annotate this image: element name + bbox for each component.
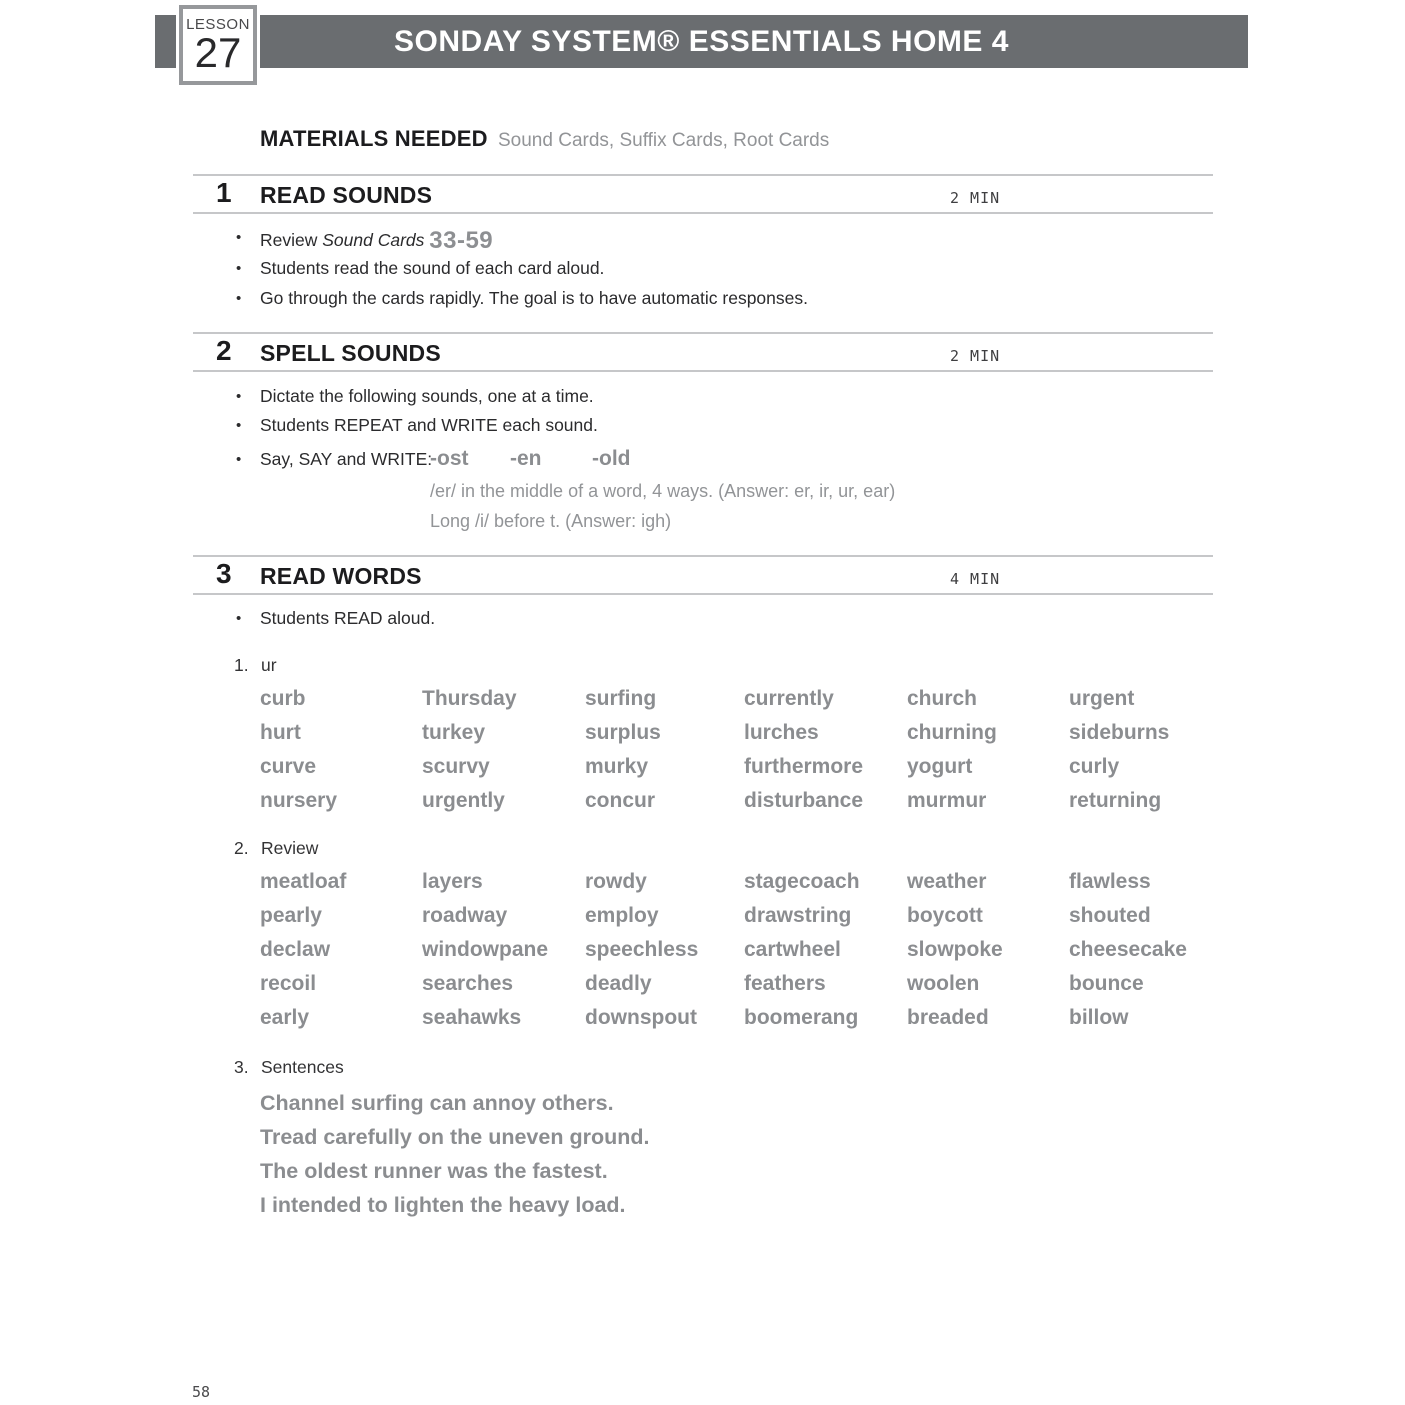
group1-label: ur — [261, 655, 277, 675]
word: scurvy — [422, 755, 490, 778]
page-title: SONDAY SYSTEM® ESSENTIALS HOME 4 — [394, 25, 1009, 58]
section2-title: SPELL SOUNDS — [260, 340, 441, 366]
word: roadway — [422, 904, 508, 927]
dictated-sound-1: -ost — [430, 447, 469, 470]
sentence: Tread carefully on the uneven ground. — [260, 1125, 650, 1149]
section1-number: 1 — [216, 177, 232, 208]
er-prompt-line: /er/ in the middle of a word, 4 ways. (Answer: er, ir, ur, ear) — [430, 481, 896, 501]
dictated-sound-2: -en — [510, 447, 542, 470]
section1-bottom-rule — [193, 212, 1213, 214]
read-sounds-bullet-2: Students read the sound of each card aloud. — [260, 258, 605, 278]
word: seahawks — [422, 1006, 522, 1029]
bullet-icon: • — [236, 388, 242, 405]
word: deadly — [585, 972, 652, 995]
word: flawless — [1069, 870, 1151, 893]
word: currently — [744, 687, 834, 710]
header-banner — [155, 15, 1248, 68]
word: slowpoke — [907, 938, 1003, 961]
lesson-number: 27 — [194, 29, 242, 76]
read-sounds-bullet-3: Go through the cards rapidly. The goal is to have automatic responses. — [260, 288, 808, 308]
card-range: 33-59 — [429, 227, 494, 254]
bullet-icon: • — [236, 610, 242, 627]
group3-label: Sentences — [261, 1057, 344, 1077]
word: furthermore — [744, 755, 864, 778]
word: feathers — [744, 972, 826, 995]
word: curve — [260, 755, 317, 778]
section2-bottom-rule — [193, 370, 1213, 372]
word: disturbance — [744, 789, 864, 812]
read-words-bullet: Students READ aloud. — [260, 608, 436, 628]
word: surfing — [585, 687, 657, 710]
word: meatloaf — [260, 870, 347, 893]
word: breaded — [907, 1006, 989, 1029]
word: hurt — [260, 721, 301, 744]
section1-title: READ SOUNDS — [260, 182, 433, 208]
word: boycott — [907, 904, 983, 927]
word: searches — [422, 972, 514, 995]
word: surplus — [585, 721, 661, 744]
word: nursery — [260, 789, 338, 812]
word: churning — [907, 721, 997, 744]
spell-sounds-bullet-2: Students REPEAT and WRITE each sound. — [260, 415, 598, 435]
dictated-sound-3: -old — [592, 447, 631, 470]
word: recoil — [260, 972, 317, 995]
word: returning — [1069, 789, 1162, 812]
word: cheesecake — [1069, 938, 1187, 961]
word: windowpane — [422, 938, 548, 961]
section3-title: READ WORDS — [260, 563, 422, 589]
section2-number: 2 — [216, 335, 232, 366]
bullet-icon: • — [236, 451, 242, 468]
section2-top-rule — [193, 332, 1213, 334]
word: sideburns — [1069, 721, 1170, 744]
sentence: Channel surfing can annoy others. — [260, 1091, 614, 1115]
section1-top-rule — [193, 174, 1213, 176]
review-sound-cards-line — [260, 227, 493, 255]
word-grid-ur — [260, 687, 1230, 823]
long-i-prompt-line: Long /i/ before t. (Answer: igh) — [430, 511, 672, 531]
lesson-label: LESSON — [186, 16, 250, 33]
word: drawstring — [744, 904, 852, 927]
word: urgently — [422, 789, 505, 812]
word: shouted — [1069, 904, 1151, 927]
word: bounce — [1069, 972, 1144, 995]
sentence: The oldest runner was the fastest. — [260, 1159, 608, 1183]
word: urgent — [1069, 687, 1135, 710]
word: curb — [260, 687, 306, 710]
section3-number: 3 — [216, 558, 232, 589]
group1-number: 1. — [234, 655, 249, 675]
section3-bottom-rule — [193, 593, 1213, 595]
section2-duration: 2 MIN — [950, 347, 1001, 365]
word: curly — [1069, 755, 1120, 778]
page-number: 58 — [192, 1383, 211, 1401]
group3-number: 3. — [234, 1057, 249, 1077]
word: early — [260, 1006, 310, 1029]
materials-needed-label: MATERIALS NEEDED — [260, 126, 488, 151]
word-grid-review — [260, 870, 1230, 1040]
word: murmur — [907, 789, 987, 812]
word: murky — [585, 755, 649, 778]
review-prefix: Review — [260, 230, 323, 250]
section1-duration: 2 MIN — [950, 189, 1001, 207]
word: Thursday — [422, 687, 517, 710]
word: church — [907, 687, 978, 710]
spell-sounds-bullet-1: Dictate the following sounds, one at a time. — [260, 386, 594, 406]
say-and-write-label: Say, SAY and WRITE: — [260, 449, 433, 469]
section3-top-rule — [193, 555, 1213, 557]
sound-cards-italic: Sound Cards — [322, 230, 430, 250]
word: billow — [1069, 1006, 1129, 1029]
word: declaw — [260, 938, 331, 961]
lesson-number-box — [179, 5, 257, 85]
group2-number: 2. — [234, 838, 249, 858]
word: downspout — [585, 1006, 697, 1029]
bullet-icon: • — [236, 229, 242, 246]
word: concur — [585, 789, 656, 812]
word: cartwheel — [744, 938, 841, 961]
word: speechless — [585, 938, 699, 961]
word: woolen — [907, 972, 980, 995]
materials-needed-value: Sound Cards, Suffix Cards, Root Cards — [498, 130, 830, 151]
bullet-icon: • — [236, 417, 242, 434]
bullet-icon: • — [236, 290, 242, 307]
bullet-icon: • — [236, 260, 242, 277]
word: lurches — [744, 721, 819, 744]
word: yogurt — [907, 755, 973, 778]
word: weather — [907, 870, 987, 893]
word: stagecoach — [744, 870, 860, 893]
word: layers — [422, 870, 483, 893]
word: rowdy — [585, 870, 647, 893]
sentence: I intended to lighten the heavy load. — [260, 1193, 626, 1217]
word: boomerang — [744, 1006, 859, 1029]
section3-duration: 4 MIN — [950, 570, 1001, 588]
group2-label: Review — [261, 838, 319, 858]
word: pearly — [260, 904, 322, 927]
word: turkey — [422, 721, 486, 744]
word: employ — [585, 904, 659, 927]
sentence-list — [260, 1088, 649, 1224]
